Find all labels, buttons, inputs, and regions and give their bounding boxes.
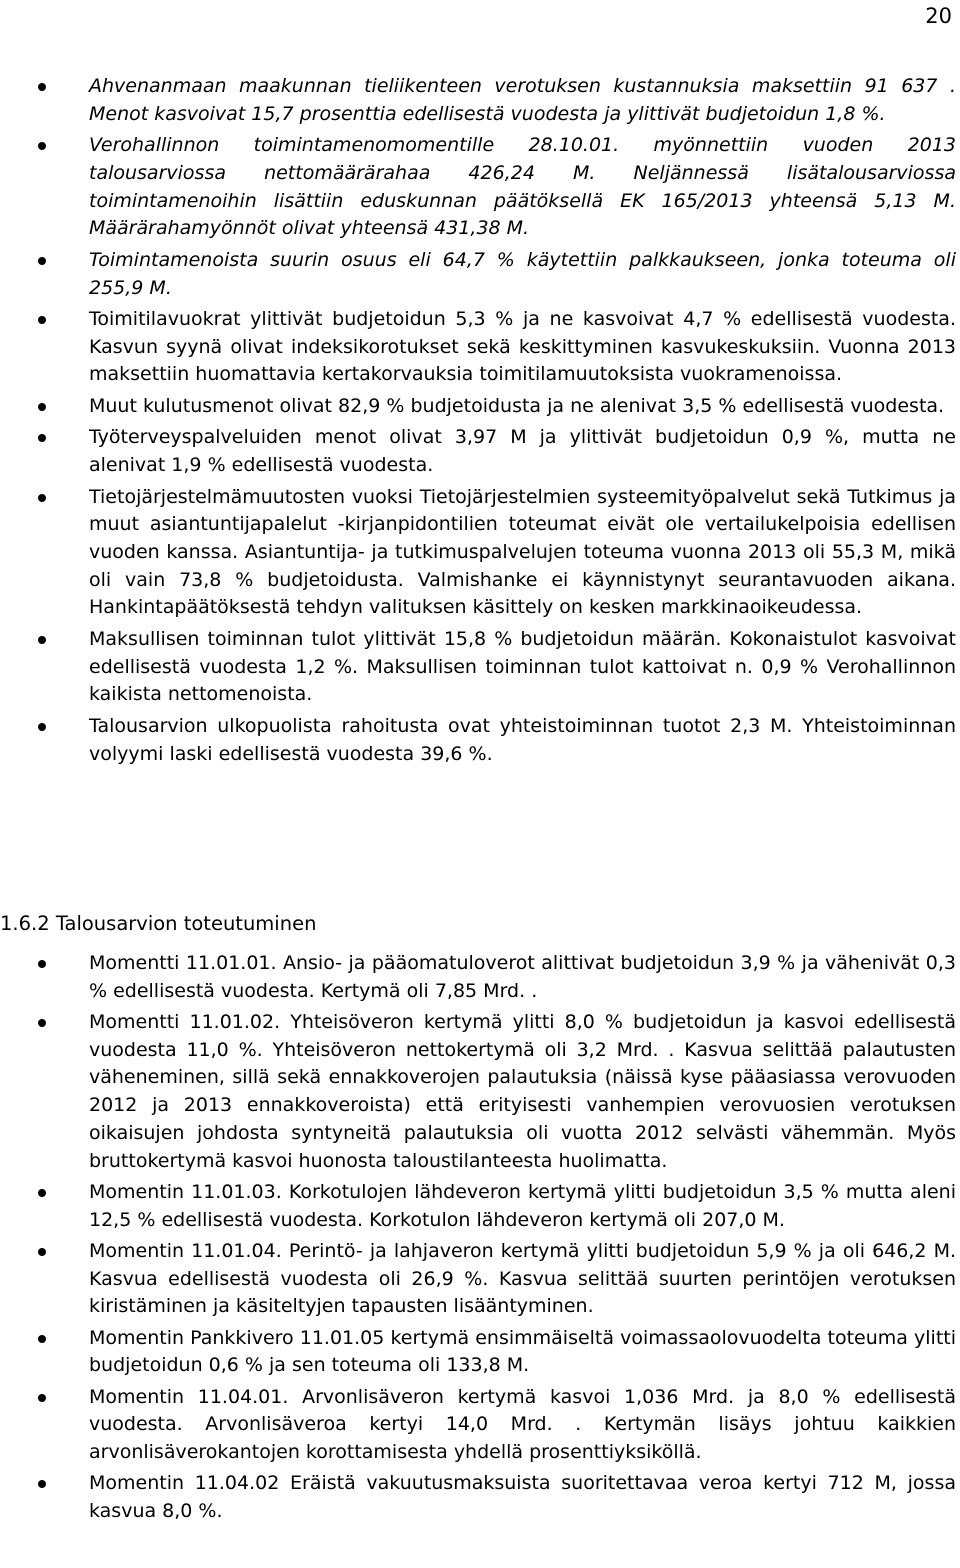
list-item-text: Toimintamenoista suurin osuus eli 64,7 % käytettiin palkkaukseen, jonka toteuma oli 255,9 M. — [89, 248, 956, 299]
bullet-icon — [38, 494, 46, 502]
list-item — [0, 626, 960, 709]
list-item-text: Momentin 11.04.02 Eräistä vakuutusmaksuista suoritettavaa veroa kertyi 712 M, jossa kasvua 8,0 %. — [89, 1472, 956, 1522]
bullet-icon — [38, 316, 46, 324]
list-item-text: Muut kulutusmenot olivat 82,9 % budjetoidusta ja ne alenivat 3,5 % edellisestä vuodesta. — [89, 394, 945, 417]
list-item — [0, 950, 960, 1005]
bullet-icon — [38, 1019, 46, 1027]
list-item-text: Työterveyspalveluiden menot olivat 3,97 M ja ylittivät budjetoidun 0,9 %, mutta ne alenivat 1,9 % edellisestä vuodesta. — [89, 426, 956, 477]
list-item-text: Toimitilavuokrat ylittivät budjetoidun 5,3 % ja ne kasvoivat 4,7 % edellisestä vuodesta. Kasvun syynä olivat indeksikorotukset sekä keskittyminen kasvukeskuksiin. Vuonna 2013 maksettiin huomattavia kertakorvauksia toimitilamuutoksista vuokramenoissa. — [89, 308, 956, 386]
list-item — [0, 1179, 960, 1234]
list-item-text: Momentin 11.01.04. Perintö- ja lahjaveron kertymä ylitti budjetoidun 5,9 % ja oli 646,2 M. Kasvua edellisestä vuodesta oli 26,9 %. Kasvua selittää suurten perintöjen verotuksen kiristäminen ja käsiteltyjen tapausten lisääntyminen. — [89, 1239, 956, 1318]
list-item-text: Maksullisen toiminnan tulot ylittivät 15,8 % budjetoidun määrän. Kokonaistulot kasvoivat edellisestä vuodesta 1,2 %. Maksullisen toiminnan tulot kattoivat n. 0,9 % Verohallinnon kaikista nettomenoista. — [89, 627, 956, 706]
list-item — [0, 1470, 960, 1525]
list-item-text: Tietojärjestelmämuutosten vuoksi Tietojärjestelmien systeemityöpalvelut sekä Tutkimus ja muut asiantuntijapalelut -kirjanpidontilien toteumat eivät ole vertailukelpoisia edellisen vuoden kanssa. Asiantuntija- ja tutkimuspalvelujen toteuma vuonna 2013 oli 55,3 M, mikä oli vain 73,8 % budjetoidusta. Valmishanke ei käynnistynyt seurantavuoden aikana. Hankintapäätöksestä tehdyn valituksen käsittely on kesken markkinaoikeudessa. — [89, 485, 956, 619]
lower-list — [0, 950, 960, 1526]
upper-list — [0, 73, 960, 768]
list-item — [0, 484, 960, 623]
list-item-text: Momentin 11.04.01. Arvonlisäveron kertymä kasvoi 1,036 Mrd. ja 8,0 % edellisestä vuodesta. Arvonlisäveroa kertyi 14,0 Mrd. . Kertymän lisäys johtuu kaikkien arvonlisäverokantojen korottamisesta yhdellä prosenttiyksiköllä. — [89, 1385, 956, 1463]
bullet-icon — [38, 83, 46, 91]
list-item — [0, 1009, 960, 1175]
bullet-icon — [38, 1335, 46, 1343]
list-item — [0, 247, 960, 302]
list-item-text: Momentin Pankkivero 11.01.05 kertymä ensimmäiseltä voimassaolovuodelta toteuma ylitti budjetoidun 0,6 % ja sen toteuma oli 133,8 M. — [89, 1326, 956, 1377]
bullet-icon — [38, 723, 46, 731]
bullet-icon — [38, 142, 46, 150]
bullet-icon — [38, 960, 46, 968]
page-number: 20 — [925, 4, 952, 28]
bullet-icon — [38, 1480, 46, 1488]
bullet-icon — [38, 1394, 46, 1402]
bullet-list-upper — [0, 73, 960, 772]
list-item — [0, 306, 960, 389]
bullet-icon — [38, 1248, 46, 1256]
bullet-icon — [38, 403, 46, 411]
bullet-icon — [38, 257, 46, 265]
list-item — [0, 1238, 960, 1321]
list-item-text: Ahvenanmaan maakunnan tieliikenteen verotuksen kustannuksia maksettiin 91 637 . Menot kasvoivat 15,7 prosenttia edellisestä vuodesta ja ylittivät budjetoidun 1,8 %. — [89, 75, 956, 125]
list-item-text: Momentin 11.01.03. Korkotulojen lähdeveron kertymä ylitti budjetoidun 3,5 % mutta aleni 12,5 % edellisestä vuodesta. Korkotulon lähdeveron kertymä oli 207,0 M. — [89, 1180, 956, 1231]
list-item-text: Verohallinnon toimintamenomomentille 28.10.01. myönnettiin vuoden 2013 talousarviossa nettomäärärahaa 426,24 M. Neljännessä lisätalousarviossa toimintamenoihin lisättiin eduskunnan päätöksellä EK 165/2013 yhteensä 5,13 M. Määrärahamyönnöt olivat yhteensä 431,38 M. — [89, 134, 956, 240]
list-item — [0, 73, 960, 128]
list-item — [0, 393, 960, 421]
list-item — [0, 1325, 960, 1380]
bullet-icon — [38, 636, 46, 644]
bullet-icon — [38, 1189, 46, 1197]
section-heading: 1.6.2 Talousarvion toteutuminen — [0, 912, 317, 935]
list-item-text: Momentti 11.01.01. Ansio- ja pääomatuloverot alittivat budjetoidun 3,9 % ja vähenivät 0,3 % edellisestä vuodesta. Kertymä oli 7,85 Mrd. . — [89, 952, 956, 1002]
list-item — [0, 424, 960, 479]
list-item — [0, 713, 960, 768]
list-item-text: Momentti 11.01.02. Yhteisöveron kertymä ylitti 8,0 % budjetoidun ja kasvoi edellisestä vuodesta 11,0 %. Yhteisöveron nettokertymä oli 3,2 Mrd. . Kasvua selittää palautusten väheneminen, sillä sekä ennakkoverojen palautuksia (näissä kyse pääasiassa verovuoden 2012 ja 2013 ennakkoveroista) että erityisesti vanhempien verovuosien verotuksen oikaisujen johdosta syntyneitä palautuksia oli vuotta 2012 selvästi vähemmän. Myös bruttokertymä kasvoi huonosta taloustilanteesta huolimatta. — [89, 1011, 956, 1172]
bullet-list-lower — [0, 950, 960, 1529]
list-item — [0, 1384, 960, 1467]
list-item-text: Talousarvion ulkopuolista rahoitusta ovat yhteistoiminnan tuotot 2,3 M. Yhteistoiminnan volyymi laski edellisestä vuodesta 39,6 %. — [89, 714, 956, 765]
bullet-icon — [38, 434, 46, 442]
list-item — [0, 132, 960, 243]
